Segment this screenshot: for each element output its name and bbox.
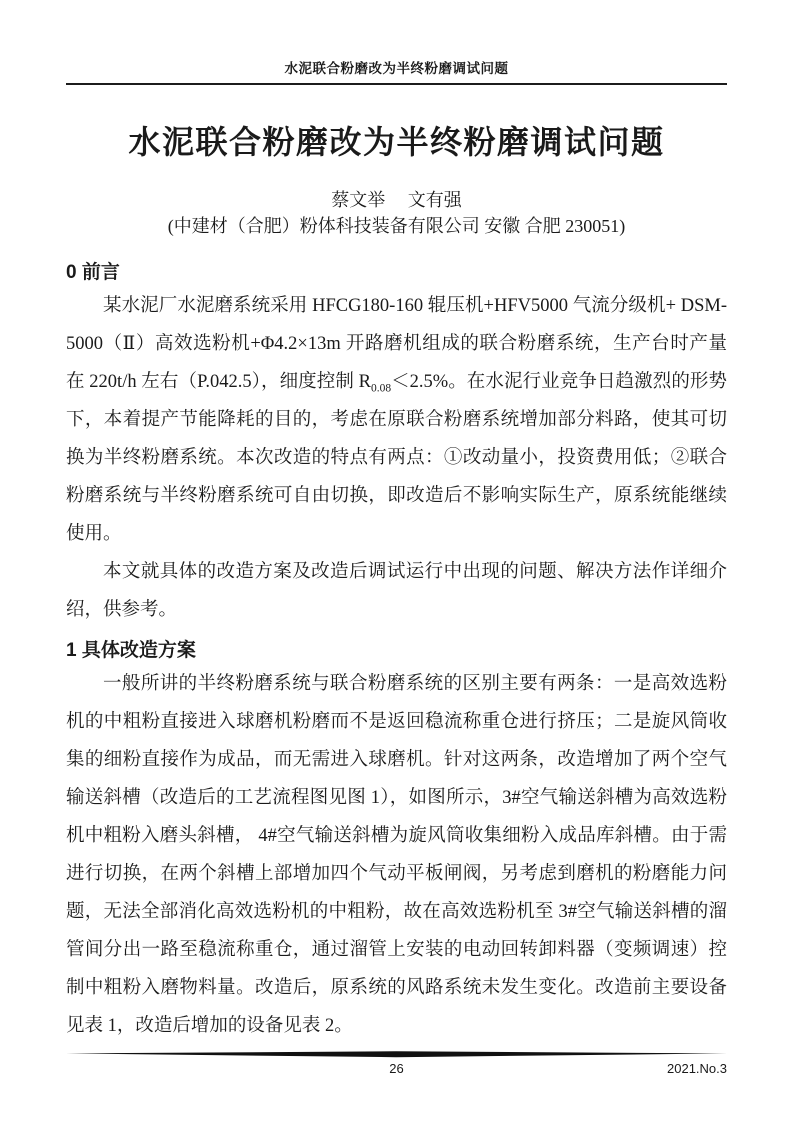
page-number: 26 xyxy=(389,1061,404,1076)
paragraph-text-before-subscript: 某水泥厂水泥磨系统采用 HFCG180-160 辊压机+HFV5000 气流分级机+ DSM-5000（Ⅱ）高效选粉机+Φ4.2×13m 开路磨机组成的联合粉磨系统，生产台时产量在 220t/h 左右（P.042.5），细度控制 R xyxy=(66,296,727,392)
paragraph-foreword-1 xyxy=(66,287,727,553)
article-title: 水泥联合粉磨改为半终粉磨调试问题 xyxy=(128,124,665,160)
section-heading-1-renovation-plan: 1 具体改造方案 xyxy=(66,640,196,661)
page-content xyxy=(66,0,727,1045)
footer-rule xyxy=(66,1051,727,1058)
paragraph-foreword-2: 本文就具体的改造方案及改造后调试运行中出现的问题、解决方法作详细介绍，供参考。 xyxy=(66,562,727,620)
footer-text-row xyxy=(66,1059,727,1079)
paragraph-text-after-subscript: ＜2.5%。在水泥行业竞争日趋激烈的形势下，本着提产节能降耗的目的，考虑在原联合粉磨系统增加部分料路，使其可切换为半终粉磨系统。本次改造的特点有两点：①改动量小，投资费用低；②联合粉磨系统与半终粉磨系统可自由切换，即改造后不影响实际生产，原系统能继续使用。 xyxy=(66,372,727,544)
running-header: 水泥联合粉磨改为半终粉磨调试问题 xyxy=(284,61,509,76)
authors-line: 蔡文举 文有强 xyxy=(331,190,462,210)
affiliation-line: (中建材（合肥）粉体科技装备有限公司 安徽 合肥 230051) xyxy=(167,216,626,236)
page-footer xyxy=(66,1051,727,1079)
fineness-subscript: 0.08 xyxy=(371,382,392,395)
paragraph-renovation-1: 一般所讲的半终粉磨系统与联合粉磨系统的区别主要有两条：一是高效选粉机的中粗粉直接进入球磨机粉磨而不是返回稳流称重仓进行挤压；二是旋风筒收集的细粉直接作为成品，而无需进入球磨机。针对这两条，改造增加了两个空气输送斜槽（改造后的工艺流程图见图 1），如图所示，3#空气输送斜槽为高效选粉机中粗粉入磨头斜槽， 4#空气输送斜槽为旋风筒收集细粉入成品库斜槽。由于需进行切换，在两个斜槽上部增加四个气动平板闸阀，另考虑到磨机的粉磨能力问题，无法全部消化高效选粉机的中粗粉，故在高效选粉机至 3#空气输送斜槽的溜管间分出一路至稳流称重仓，通过溜管上安装的电动回转卸料器（变频调速）控制中粗粉入磨物料量。改造后，原系统的风路系统未发生变化。改造前主要设备见表 1，改造后增加的设备见表 2。 xyxy=(66,674,727,1036)
header-rule xyxy=(66,83,727,85)
issue-number: 2021.No.3 xyxy=(667,1061,727,1076)
section-heading-0-foreword: 0 前言 xyxy=(66,262,120,283)
